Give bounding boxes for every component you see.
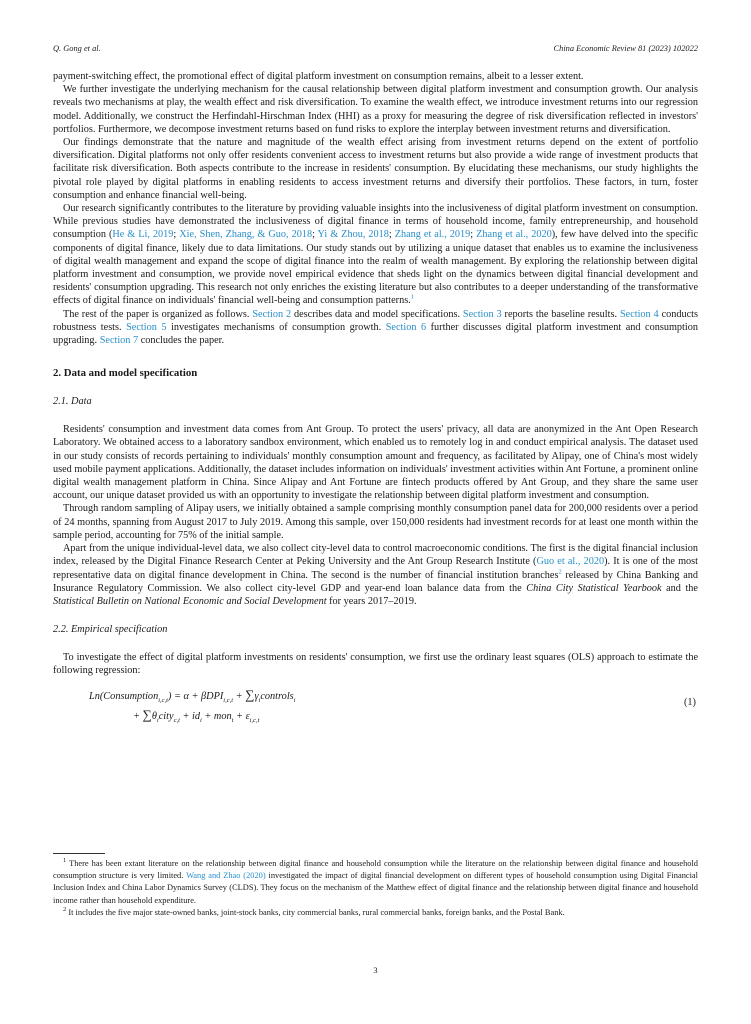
text: investigated the impact of digital financial development on different types of household consumption using Digital Financial Inclusion Index and China Labor Dynamics Survey (CLDS). They focus on the mechanism of the Matthew effect of digital finance and the relationship between digital finance and household income rather than household expenditure.: [53, 871, 698, 905]
paragraph: Through random sampling of Alipay users, we initially obtained a sample comprising monthly consumption panel data for 200,000 residents over a period of 24 months, spanning from August 2017 to July 2019. Among this sample, over 150,000 residents had investment records for at least one month within the sample period, accounting for 75% of the initial sample.: [53, 503, 698, 541]
paragraph: Our research significantly contributes to the literature by providing valuable insights into the inclusiveness of digital platform investment on consumption. While previous studies have demonstrated the inclusiveness of digital finance in terms of household income, family entrepreneurship, and household consumption (He & Li, 2019; Xie, Shen, Zhang, & Guo, 2018; Yi & Zhou, 2018; Zhang et al., 2019; Zhang et al., 2020), few have delved into the specific components of digital finance, likely due to data limitations. Our study stands out by utilizing a unique dataset that enables us to examine the inclusiveness of digital wealth management and expand the scope of digital finance into the realm of wealth management. By exploring the relationship between digital platform investment and consumption, we provide novel empirical evidence that sheds light on the dynamics between digital financial development and residents' consumption upgrading. This research not only enriches the existing literature but also contributes to a deeper understanding of the transformative effects of digital finance on individuals' financial well-being and consumption patterns.$^1$: [53, 203, 698, 307]
section-link[interactable]: Section 4: [619, 308, 659, 320]
citation-link[interactable]: Yi & Zhou, 2018: [317, 229, 389, 241]
text: The rest of the paper is organized as follows.: [63, 308, 253, 320]
footnote-link[interactable]: 1: [410, 294, 414, 302]
section-link[interactable]: Section 3: [462, 308, 502, 320]
text: Statistical Bulletin on National Economic and Social Development: [53, 595, 327, 607]
section-link[interactable]: Section 2: [252, 308, 292, 320]
text: reports the baseline results.: [501, 308, 620, 320]
footnote-marker: 1: [63, 857, 67, 865]
text: It includes the five major state-owned banks, joint-stock banks, city commercial banks, rural commercial banks, foreign banks, and the Postal Bank.: [68, 907, 565, 917]
text: for years 2017–2019.: [326, 595, 417, 607]
section-link[interactable]: Section 5: [126, 321, 167, 333]
footnote-2: [53, 907, 698, 919]
equation-number: (1): [683, 696, 696, 708]
text: Our research significantly contributes to the literature by providing valuable insights into the inclusiveness of digital platform investment on consumption. While previous studies have demonstrated the inclusiveness of digital finance in terms of household income, family entrepreneurship, and household consumption (: [53, 203, 698, 241]
citation-link[interactable]: Xie, Shen, Zhang, & Guo, 2018: [179, 229, 313, 241]
main-text: [53, 70, 698, 729]
text: and the: [661, 582, 698, 594]
text: concludes the paper.: [138, 335, 225, 347]
footnote-divider: [53, 853, 105, 854]
citation-link[interactable]: Zhang et al., 2019: [394, 229, 471, 241]
header-journal: China Economic Review 81 (2023) 102022: [553, 44, 698, 53]
text: There has been extant literature on the relationship between digital finance and household consumption while the literature on the relationship between digital finance and household consumption structure is very limited.: [53, 859, 698, 881]
text: ), few have delved into the specific components of digital finance, likely due to data limitations. Our study stands out by utilizing a unique dataset that enables us to examine the inclusiveness of digital wealth management and expand the scope of digital finance into the realm of wealth management. By exploring the relationship between digital platform investment and consumption, we provide novel empirical evidence that sheds light on the dynamics between digital financial development and residents' consumption upgrading. This research not only enriches the existing literature but also contributes to a deeper understanding of the transformative effects of digital finance on individuals' financial well-being and consumption patterns.: [53, 229, 698, 307]
footnotes: [53, 858, 698, 919]
section-link[interactable]: Section 6: [385, 321, 427, 333]
text: ). It is one of the most representative data on digital finance development in China. The second is the number of financial institution branches: [53, 556, 699, 581]
section-heading: 2. Data and model specification: [53, 367, 198, 380]
header-authors: Q. Gong et al.: [53, 44, 101, 53]
paragraph: payment-switching effect, the promotional effect of digital platform investment on consumption remains, albeit to a lesser extent.: [53, 71, 584, 82]
text: investigates mechanisms of consumption growth.: [166, 321, 386, 333]
paragraph: [53, 308, 698, 348]
footnote-1: [53, 858, 698, 907]
citation-link[interactable]: He & Li, 2019: [112, 229, 174, 241]
text: describes data and model specifications.: [291, 308, 463, 320]
text: further discusses digital platform investment and consumption upgrading.: [53, 321, 698, 347]
section-link[interactable]: Section 7: [99, 335, 139, 347]
subsection-heading: 2.2. Empirical specification: [53, 624, 168, 636]
citation-link[interactable]: Guo et al., 2020: [536, 556, 605, 568]
citation-link[interactable]: Wang and Zhao (2020): [186, 871, 266, 881]
footnote-marker: 2: [63, 906, 67, 914]
footnote-link[interactable]: 2: [558, 568, 562, 576]
text: China City Statistical Yearbook: [526, 582, 662, 594]
paragraph: Residents' consumption and investment data comes from Ant Group. To protect the users' privacy, all data are anonymized in the Ant Open Research Laboratory. We obtained access to a laboratory sandbox environment, which enabled us to remotely log in and conduct empirical analysis. The dataset used in our study consists of records pertaining to individuals' monthly consumption amount and frequency, as facilitated by Alipay, one of China's most widely used mobile payment applications. Additionally, the dataset includes information on individuals' investment activities within Ant Fortune, a prominent online digital wealth management platform in China. Since Alipay and Ant Fortune are fintech products offered by Ant Group, and they share the same user account, our unique dataset provided us with an opportunity to investigate the relationship between digital platform investment and consumption.: [53, 424, 698, 502]
paragraph: We further investigate the underlying mechanism for the causal relationship between digital platform investment and consumption growth. Our analysis reveals two mechanisms at play, the wealth effect and risk diversification. To examine the wealth effect, we introduce investment returns into our regression model. Additionally, we construct the Herfindahl-Hirschman Index (HHI) as a proxy for measuring the degree of risk diversification reflected in investors' portfolios. Furthermore, we decompose investment returns based on fund risks to explore the interplay between investment returns and diversification.: [53, 84, 698, 135]
subsection-heading: 2.1. Data: [53, 396, 92, 408]
page-number: 3: [373, 966, 378, 975]
text: conducts robustness tests.: [53, 308, 698, 333]
equation-line-1: Ln(Consumption$_{i,c,t}$) = $\alpha + \beta DPI_{i,c,t} + \sum\gamma_icontrols_i$: [89, 686, 296, 704]
equation-line-2: + $\sum\theta_icity_{c,t} + id_i + mon_t + \varepsilon_{i,c,t}$: [133, 706, 260, 724]
citation-link[interactable]: Zhang et al., 2020: [476, 229, 552, 241]
running-header: [53, 44, 698, 58]
text: Apart from the unique individual-level data, we also collect city-level data to control macroeconomic conditions. The first is the digital financial inclusion index, released by the Digital Finance Research Center at Peking University and the Ant Group Research Institute (: [53, 543, 698, 568]
text: released by China Banking and Insurance Regulatory Commission. We also collect city-level GDP and year-end loan balance data from the: [53, 569, 698, 594]
paragraph: To investigate the effect of digital platform investments on residents' consumption, we first use the ordinary least squares (OLS) approach to estimate the following regression:: [53, 652, 698, 677]
paragraph: [53, 542, 698, 608]
equation-1: [53, 685, 698, 729]
paragraph: Our findings demonstrate that the nature and magnitude of the wealth effect arising from investment returns depend on the extent of portfolio diversification. Digital platforms not only offer residents convenient access to investment returns but also provide a wide range of investment products that facilitate risk diversification. Both aspects contribute to the increase in residents' consumption. By elucidating these mechanisms, our study highlights the pivotal role played by digital platforms in enabling residents to access investment returns and diversify their portfolios. These factors, in turn, foster consumption and enhance financial well-being.: [53, 137, 698, 201]
